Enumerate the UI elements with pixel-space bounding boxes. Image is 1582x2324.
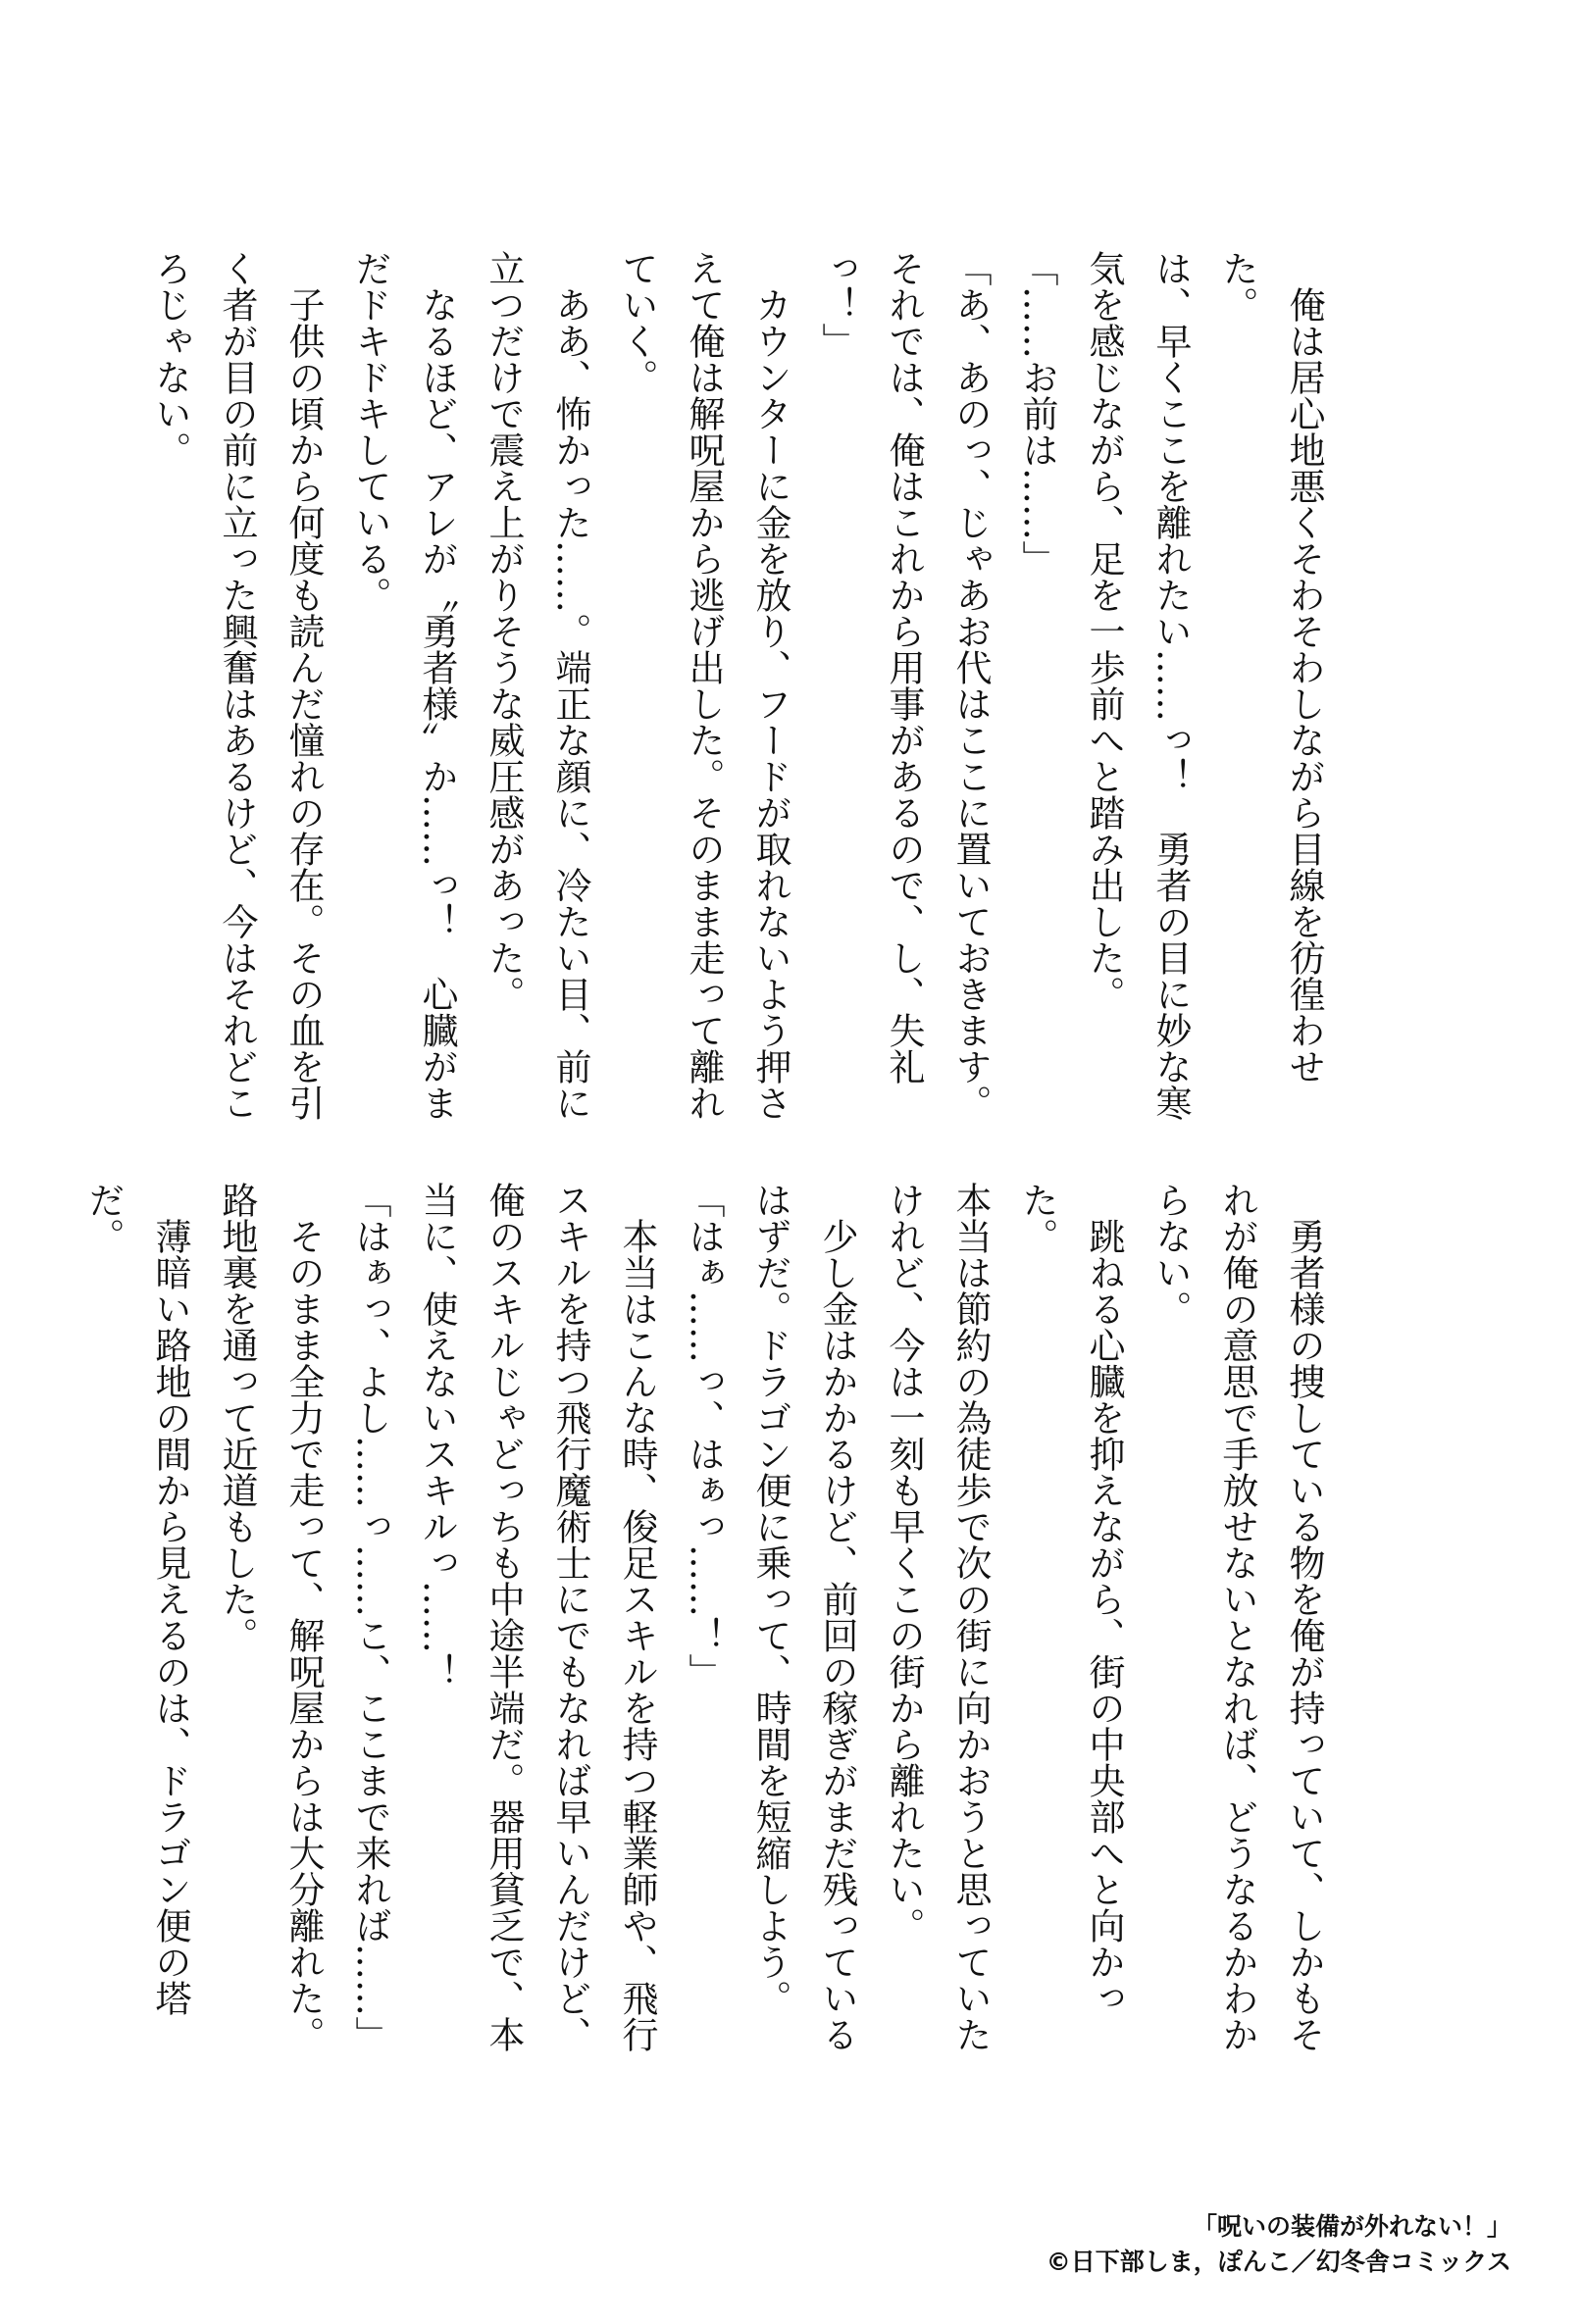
text-line: なるほど、アレが〝勇者様〟か……っ！ 心臓がま bbox=[416, 286, 458, 1121]
copyright-notice: ©日下部しま，ぽんこ／幻冬舎コミックス bbox=[1046, 2248, 1511, 2276]
text-line: 立つだけで震え上がりそうな威圧感があった。 bbox=[483, 250, 525, 1012]
text-line: 本当はこんな時、俊足スキルを持つ軽業師や、飛行 bbox=[616, 1218, 658, 2052]
text-line: 当に、使えないスキルっ……！ bbox=[416, 1182, 458, 1690]
text-line: ろじゃない。 bbox=[149, 250, 191, 468]
text-line: らない。 bbox=[1149, 1182, 1192, 1327]
text-line: それでは、俺はこれから用事があるので、し、失礼 bbox=[883, 250, 925, 1085]
text-line: けれど、今は一刻も早くこの街から離れたい。 bbox=[883, 1182, 925, 1944]
text-line: 勇者様の捜している物を俺が持っていて、しかもそ bbox=[1283, 1218, 1325, 2052]
text-line: はずだ。ドラゴン便に乗って、時間を短縮しよう。 bbox=[749, 1182, 791, 2016]
text-line: えて俺は解呪屋から逃げ出した。そのまま走って離れ bbox=[683, 250, 725, 1121]
text-line: 「はぁっ、よし……っ……こ、ここまで来れば……」 bbox=[349, 1182, 391, 2052]
book-title: 「呪いの装備が外れない！」 bbox=[1192, 2212, 1511, 2241]
text-line: 気を感じながら、足を一歩前へと踏み出した。 bbox=[1083, 250, 1125, 1012]
text-line: 「あ、あのっ、じゃあお代はここに置いておきます。 bbox=[949, 250, 992, 1121]
text-line: カウンターに金を放り、フードが取れないよう押さ bbox=[749, 286, 791, 1121]
upper-text-block bbox=[149, 250, 1337, 1133]
text-line: スキルを持つ飛行魔術士にでもなれば早いんだけど、 bbox=[549, 1182, 591, 2052]
text-line: 本当は節約の為徒歩で次の街に向かおうと思っていた bbox=[949, 1182, 992, 2052]
text-line: 跳ねる心臓を抑えながら、街の中央部へと向かった。 bbox=[1016, 1182, 1125, 2016]
lower-text-block bbox=[82, 1182, 1337, 2084]
text-line: ていく。 bbox=[616, 250, 658, 395]
text-line: 少し金はかかるけど、前回の稼ぎがまだ残っている bbox=[816, 1218, 858, 2052]
text-line: 子供の頃から何度も読んだ憧れの存在。その血を引 bbox=[282, 286, 325, 1121]
text-line: れが俺の意思で手放せないとなれば、どうなるかわか bbox=[1216, 1182, 1258, 2052]
text-line: く者が目の前に立った興奮はあるけど、今はそれどこ bbox=[216, 250, 258, 1121]
text-line: だドキドキしている。 bbox=[349, 250, 391, 613]
text-line: は、早くここを離れたい……っ！ 勇者の目に妙な寒 bbox=[1149, 250, 1192, 1121]
text-line: 「はぁ……っ、はぁっ……！」 bbox=[683, 1182, 725, 1690]
text-line: っ！」 bbox=[816, 250, 858, 359]
text-line: 俺は居心地悪くそわそわしながら目線を彷徨わせた。 bbox=[1216, 250, 1325, 1085]
text-line: ああ、怖かった……。端正な顔に、冷たい目、前に bbox=[549, 286, 591, 1121]
text-line: 「……お前は……」 bbox=[1016, 250, 1058, 577]
text-line: 俺のスキルじゃどっちも中途半端だ。器用貧乏で、本 bbox=[483, 1182, 525, 2052]
text-line: 路地裏を通って近道もした。 bbox=[216, 1182, 258, 1653]
text-line: そのまま全力で走って、解呪屋からは大分離れた。 bbox=[282, 1218, 325, 2052]
credits bbox=[1046, 2209, 1511, 2280]
text-line: 薄暗い路地の間から見えるのは、ドラゴン便の塔だ。 bbox=[82, 1182, 191, 2016]
